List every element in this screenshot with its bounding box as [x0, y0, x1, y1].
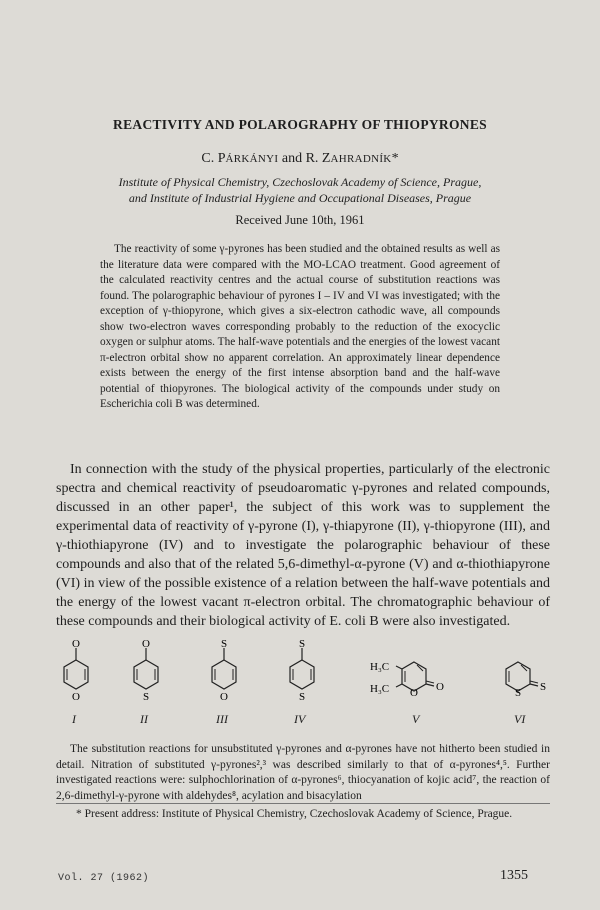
structure-label-V: V: [412, 712, 420, 726]
svg-text:S: S: [142, 691, 150, 703]
author-2-initial: R. Z: [305, 151, 331, 166]
author-2-surname: AHRADNÍK: [330, 153, 392, 165]
svg-text:O: O: [72, 691, 80, 703]
footnote: * Present address: Institute of Physical Chemistry, Czechoslovak Academy of Science, Prague.: [76, 808, 513, 820]
body-paragraph-2: The substitution reactions for unsubstituted γ-pyrones and α-pyrones have not hitherto been studied in detail. Nitration of substituted γ-pyrones²,³ was described similarly to that of α-pyrones⁴,⁵. Further investigated reactions were: sulphochlorination of α-pyrones⁶, thiocyanation of kojic acid⁷, the reaction of 2,6-dimethyl-γ-pyrone with aldehydes⁸, acylation and bisacylation: [56, 743, 550, 802]
svg-text:S: S: [514, 687, 522, 699]
svg-text:O: O: [142, 640, 150, 650]
structure-III: [204, 640, 244, 712]
author-footnote-mark: *: [391, 151, 399, 166]
structure-IV: [282, 640, 322, 712]
paper-title: REACTIVITY AND POLAROGRAPHY OF THIOPYRONES: [113, 117, 487, 132]
affiliation-line-2: and Institute of Industrial Hygiene and Occupational Diseases, Prague: [128, 191, 472, 205]
structure-II: [126, 640, 166, 712]
structure-label-II: II: [140, 712, 148, 726]
authors-line: [0, 151, 600, 167]
svg-text:O: O: [72, 640, 80, 650]
svg-text:S: S: [540, 681, 547, 693]
svg-text:O: O: [436, 681, 444, 693]
chemical-structures: [56, 640, 556, 730]
svg-text:S: S: [220, 640, 228, 650]
structure-label-III: III: [216, 712, 228, 726]
svg-text:O: O: [220, 691, 228, 703]
footnote-divider: [56, 803, 550, 804]
affiliation-line-1: Institute of Physical Chemistry, Czechoslovak Academy of Science, Prague,: [118, 175, 482, 189]
svg-text:O: O: [410, 687, 418, 699]
abstract: The reactivity of some γ-pyrones has been studied and the obtained results as well as the literature data were compared with the MO-LCAO treatment. Good agreement of the calculated reactivity centres and the actual course of substitution reactions was found. The polarographic behaviour of pyrones I – IV and VI was investigated; with the exception of γ-thiopyrone, which gives a six-electron cathodic wave, all compounds show two-electron waves corresponding probably to the reduction of the exocyclic oxygen or sulphur atoms. The half-wave potentials and the energies of the lowest vacant π-electron orbital show no apparent correlation. An approximately linear dependence exists between the energy of the first intense absorption band and the half-wave potential of thiopyrones. The biological activity of the compounds under study on Escherichia coli B was determined.: [100, 243, 500, 410]
svg-text:S: S: [298, 691, 306, 703]
body-paragraph-1: In connection with the study of the physical properties, particularly of the electronic spectra and chemical reactivity of pseudoaromatic γ-pyrones and related compounds, discussed in an other paper¹, the subject of this work was to supplement the experimental data of reactivity of γ-pyrone (I), γ-thiapyrone (II), γ-thiopyrone (III), and γ-thiothiapyrone (IV) and to investigate the polarographic behaviour of these compounds and also that of the related 5,6-dimethyl-α-pyrone (V) and α-thiothiapyrone (VI) in view of the possible existence of a relation between the half-wave potentials and the energy of the lowest vacant π-electron orbital. The chromatographic behaviour of these compounds and their biological activity of E. coli B were also investigated.: [56, 462, 550, 629]
svg-text:S: S: [298, 640, 306, 650]
structure-label-IV: IV: [294, 712, 306, 726]
svg-text:H₃C: H₃C: [370, 661, 390, 673]
author-1-surname: ÁRKÁNYI: [225, 153, 279, 165]
received-date: Received June 10th, 1961: [235, 213, 365, 227]
structure-V: [370, 640, 460, 712]
structure-VI: [496, 640, 556, 712]
affiliation: [60, 174, 540, 206]
structure-label-VI: VI: [514, 712, 526, 726]
authors-and: and: [278, 151, 306, 166]
svg-text:H₃C: H₃C: [370, 683, 390, 695]
structure-I: [56, 640, 96, 712]
structure-label-I: I: [72, 712, 76, 726]
author-1-initial: C. P: [201, 151, 226, 166]
page-number: 1355: [500, 868, 528, 883]
volume-info: Vol. 27 (1962): [58, 873, 150, 884]
